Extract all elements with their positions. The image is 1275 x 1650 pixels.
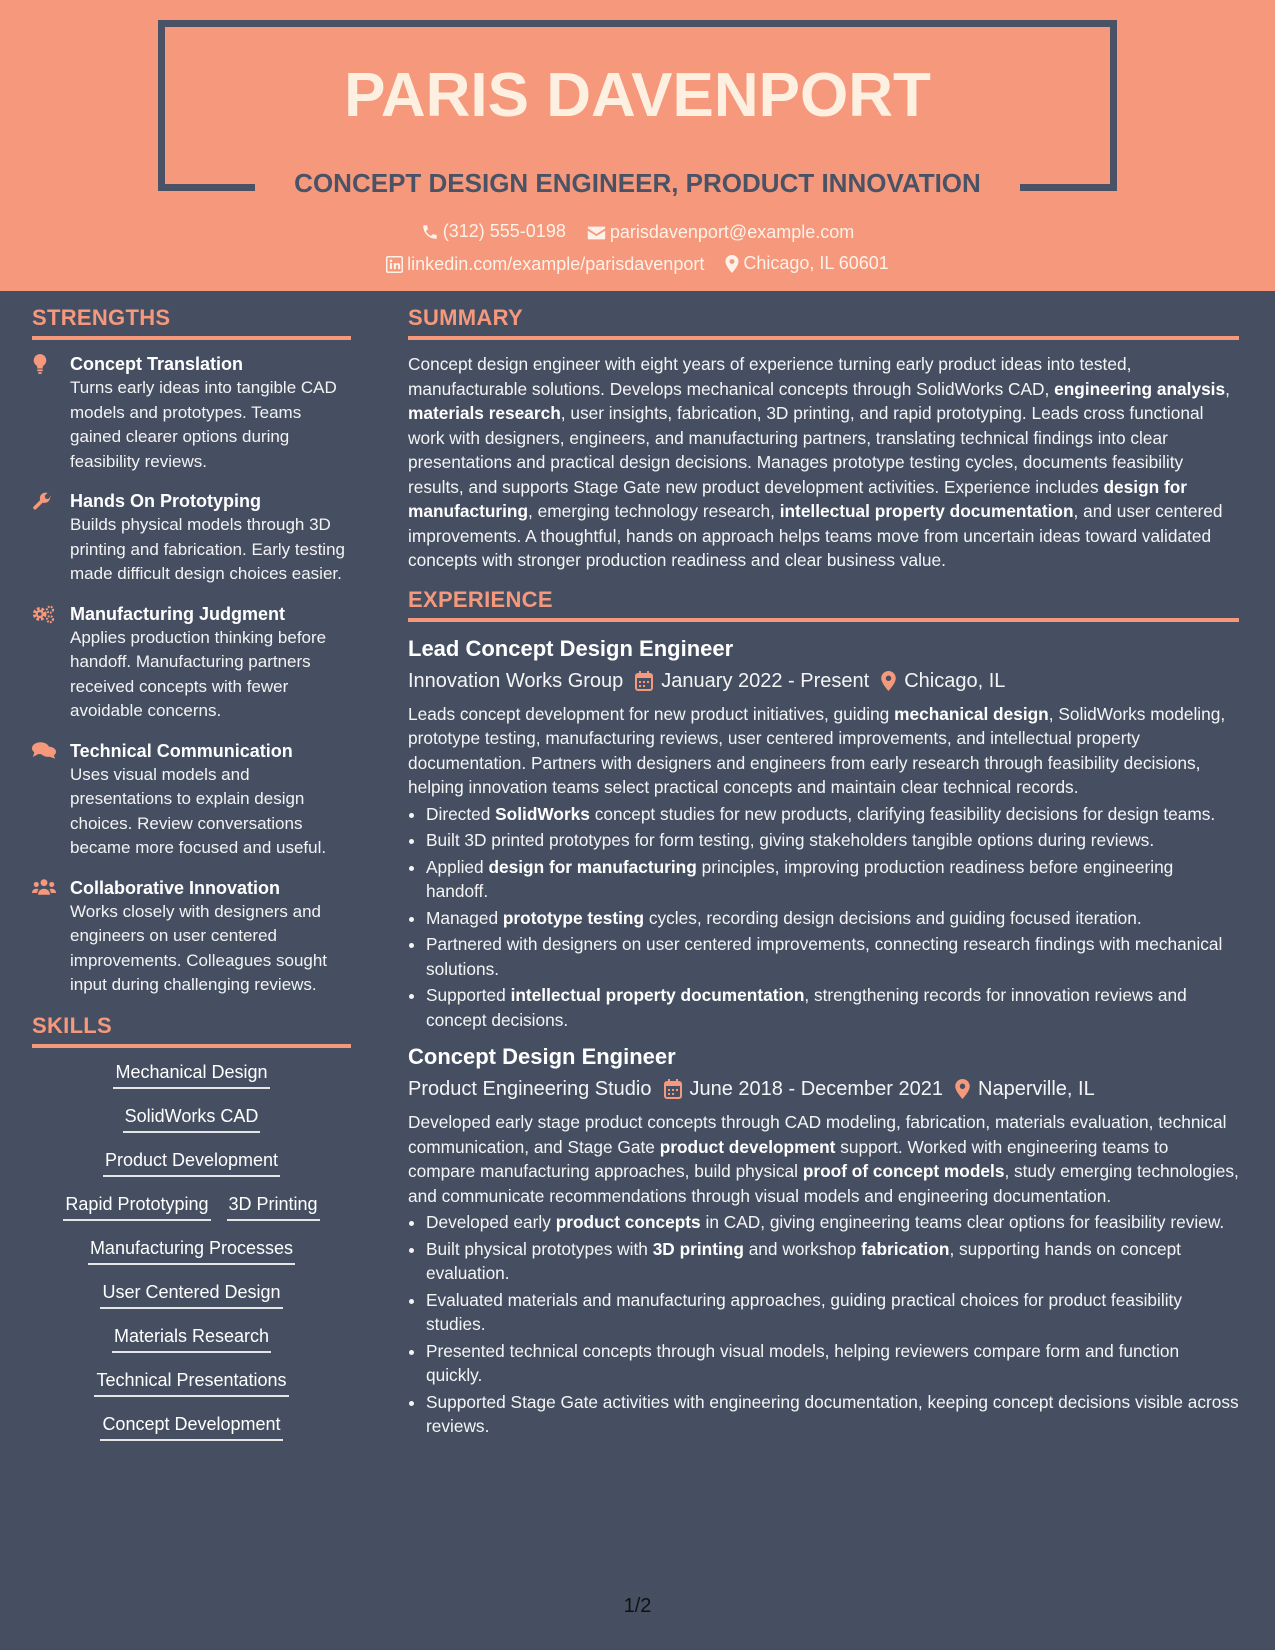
candidate-title: CONCEPT DESIGN ENGINEER, PRODUCT INNOVATION	[294, 168, 981, 198]
linkedin-icon	[386, 256, 403, 273]
skill-row	[32, 1412, 351, 1441]
job-entry	[408, 634, 1239, 1033]
skill-tag: Materials Research	[112, 1324, 271, 1353]
job-bullets	[408, 802, 1239, 1033]
strength-item	[32, 352, 351, 474]
job-role: Lead Concept Design Engineer	[408, 635, 734, 661]
strength-description: Builds physical models through 3D printing and fabrication. Early testing made difficult design choices easier.	[70, 515, 345, 583]
skill-row	[32, 1060, 351, 1089]
comments-icon	[32, 741, 56, 759]
emphasis-text: mechanical design	[894, 703, 1049, 724]
job-bullet: • Supported Stage Gate activities with engineering documentation, keeping concept decisions visible across reviews.	[426, 1390, 1239, 1439]
job-role: Concept Design Engineer	[408, 1044, 676, 1069]
emphasis-text: intellectual property documentation	[779, 501, 1074, 521]
skill-row	[32, 1104, 351, 1133]
emphasis-text: product concepts	[555, 1212, 701, 1232]
users-icon	[32, 878, 56, 896]
skill-tag: Rapid Prototyping	[63, 1192, 210, 1221]
location-contact	[725, 253, 888, 274]
phone-contact	[421, 221, 566, 242]
company-name: Product Engineering Studio	[408, 1078, 652, 1100]
job-description: Leads concept development for new product initiatives, guiding mechanical design, SolidWorks modeling, prototype testing, manufacturing reviews, user centered improvements, and intellectual property documentation. Partners with designers and engineers from early research through feasibility decisions, helping innovation teams select practical concepts and maintain clear technical records.	[408, 703, 1226, 797]
left-column	[32, 305, 351, 1456]
job-meta	[408, 1074, 1239, 1104]
contact-row-2	[0, 253, 1275, 278]
job-bullet: • Supported intellectual property documentation, strengthening records for innovation reviews and concept decisions.	[426, 983, 1239, 1032]
location-text: Chicago, IL 60601	[743, 253, 889, 273]
skill-tag: Manufacturing Processes	[88, 1236, 295, 1265]
phone-icon	[421, 223, 439, 241]
location-text: Naperville, IL	[978, 1078, 1095, 1100]
job-bullet: • Built physical prototypes with 3D printing and workshop fabrication, supporting hands on concept evaluation.	[426, 1237, 1239, 1286]
job-dates	[664, 1074, 944, 1104]
skill-row	[32, 1192, 351, 1221]
emphasis-text: SolidWorks	[495, 803, 590, 824]
map-pin-icon	[725, 255, 739, 273]
job-company	[408, 666, 623, 696]
dates-text: January 2022 - Present	[661, 669, 870, 692]
candidate-name: PARIS DAVENPORT	[344, 61, 931, 130]
job-entry	[408, 1042, 1239, 1439]
strength-description: Applies production thinking before handoff. Manufacturing partners received concepts with fewer avoidable concerns.	[70, 627, 327, 720]
strength-title: Technical Communication	[70, 740, 293, 761]
emphasis-text: product development	[659, 1136, 836, 1157]
linkedin-text[interactable]: linkedin.com/example/parisdavenport	[407, 253, 705, 274]
emphasis-text: prototype testing	[502, 907, 645, 928]
location-text: Chicago, IL	[904, 669, 1006, 692]
job-bullets	[408, 1210, 1239, 1439]
job-company	[408, 1074, 652, 1104]
job-bullet: • Built 3D printed prototypes for form testing, giving stakeholders tangible options during reviews.	[426, 828, 1239, 853]
right-column	[408, 305, 1239, 1449]
strength-title: Concept Translation	[70, 354, 244, 374]
strength-title: Hands On Prototyping	[70, 491, 261, 511]
skill-tag: Product Development	[103, 1148, 280, 1177]
strength-item	[32, 602, 351, 724]
calendar-icon	[664, 1079, 682, 1099]
emphasis-text: 3D printing	[652, 1238, 744, 1259]
skill-tag: 3D Printing	[227, 1192, 320, 1221]
job-dates	[635, 666, 869, 696]
linkedin-contact[interactable]	[386, 254, 704, 275]
job-bullet: • Presented technical concepts through visual models, helping reviewers compare form and function quickly.	[426, 1339, 1239, 1388]
job-bullet: • Partnered with designers on user centered improvements, connecting research findings with mechanical solutions.	[426, 932, 1239, 981]
job-description: Developed early stage product concepts through CAD modeling, fabrication, materials evaluation, technical communication, and Stage Gate product development support. Worked with engineering teams to compare manufacturing approaches, build physical proof of concept models, study emerging technologies, and communicate recommendations through visual models and engineering documentation.	[408, 1112, 1239, 1206]
skill-tag: Mechanical Design	[113, 1060, 269, 1089]
summary-text: Concept design engineer with eight years of experience turning early product ideas into tested, manufacturable solutions. Develops mechanical concepts through SolidWorks CAD, engineering analysis, materials research, user insights, fabrication, 3D printing, and rapid prototyping. Leads cross functional work with designers, engineers, and manufacturing partners, translating technical findings into clear presentations and practical design decisions. Manages prototype testing cycles, documents feasibility results, and supports Stage Gate new product development activities. Experience includes design for manufacturing, emerging technology research, intellectual property documentation, and user centered improvements. A thoughtful, hands on approach helps teams move from uncertain ideas toward validated concepts with stronger production readiness and clear business value.	[408, 354, 1230, 570]
strength-title: Manufacturing Judgment	[70, 603, 285, 624]
strengths-heading: STRENGTHS	[32, 305, 351, 340]
emphasis-text: proof of concept models	[802, 1161, 1005, 1181]
strength-item	[32, 876, 351, 998]
emphasis-text: intellectual property documentation	[510, 985, 805, 1005]
wrench-icon	[32, 491, 52, 511]
phone-text: (312) 555-0198	[442, 221, 566, 241]
skill-row	[32, 1148, 351, 1177]
skill-tag: User Centered Design	[100, 1280, 282, 1309]
company-name: Innovation Works Group	[408, 669, 624, 692]
strength-description: Uses visual models and presentations to explain design choices. Review conversations became more focused and useful.	[70, 764, 327, 857]
job-location	[955, 1074, 1095, 1104]
job-bullet: • Developed early product concepts in CAD, giving engineering teams clear options for feasibility review.	[426, 1210, 1239, 1235]
map-pin-icon	[955, 1079, 970, 1099]
strength-description: Turns early ideas into tangible CAD models and prototypes. Teams gained clearer options during feasibility reviews.	[70, 378, 337, 471]
gears-icon	[32, 604, 56, 624]
contact-row-1	[0, 221, 1275, 246]
lightbulb-icon	[32, 354, 48, 374]
emphasis-text: design for manufacturing	[488, 856, 697, 877]
map-pin-icon	[881, 671, 896, 691]
resume-header	[0, 0, 1275, 291]
job-meta	[408, 666, 1239, 696]
skill-tag: Technical Presentations	[94, 1368, 288, 1397]
skill-row	[32, 1236, 351, 1265]
emphasis-text: design for manufacturing	[408, 476, 1188, 521]
job-bullet: • Managed prototype testing cycles, recording design decisions and guiding focused iteration.	[426, 906, 1239, 931]
skill-row	[32, 1368, 351, 1397]
header-frame-top	[158, 20, 1117, 27]
experience-heading: EXPERIENCE	[408, 587, 1239, 622]
skill-tag: SolidWorks CAD	[123, 1104, 261, 1133]
job-bullet: • Directed SolidWorks concept studies for new products, clarifying feasibility decisions for design teams.	[426, 802, 1239, 827]
emphasis-text: materials research	[408, 403, 561, 423]
page-indicator: 1/2	[623, 1595, 652, 1617]
job-bullet: • Applied design for manufacturing principles, improving production readiness before engineering handoff.	[426, 855, 1239, 904]
emphasis-text: engineering analysis	[1054, 378, 1226, 399]
job-location	[881, 666, 1005, 696]
envelope-icon	[587, 225, 606, 241]
skills-heading: SKILLS	[32, 1013, 351, 1048]
calendar-icon	[635, 671, 653, 691]
emphasis-text: fabrication	[861, 1238, 950, 1259]
skill-tag: Concept Development	[100, 1412, 282, 1441]
dates-text: June 2018 - December 2021	[689, 1078, 943, 1100]
strength-title: Collaborative Innovation	[70, 877, 281, 898]
strength-description: Works closely with designers and engineers on user centered improvements. Colleagues sought input during challenging reviews.	[70, 901, 328, 994]
strength-item	[32, 489, 351, 587]
email-text[interactable]: parisdavenport@example.com	[609, 222, 855, 242]
strength-item	[32, 739, 351, 861]
email-contact[interactable]	[587, 222, 854, 243]
skill-row	[32, 1280, 351, 1309]
job-bullet: • Evaluated materials and manufacturing approaches, guiding practical choices for product feasibility studies.	[426, 1288, 1239, 1337]
skill-row	[32, 1324, 351, 1353]
summary-heading: SUMMARY	[408, 305, 1239, 340]
